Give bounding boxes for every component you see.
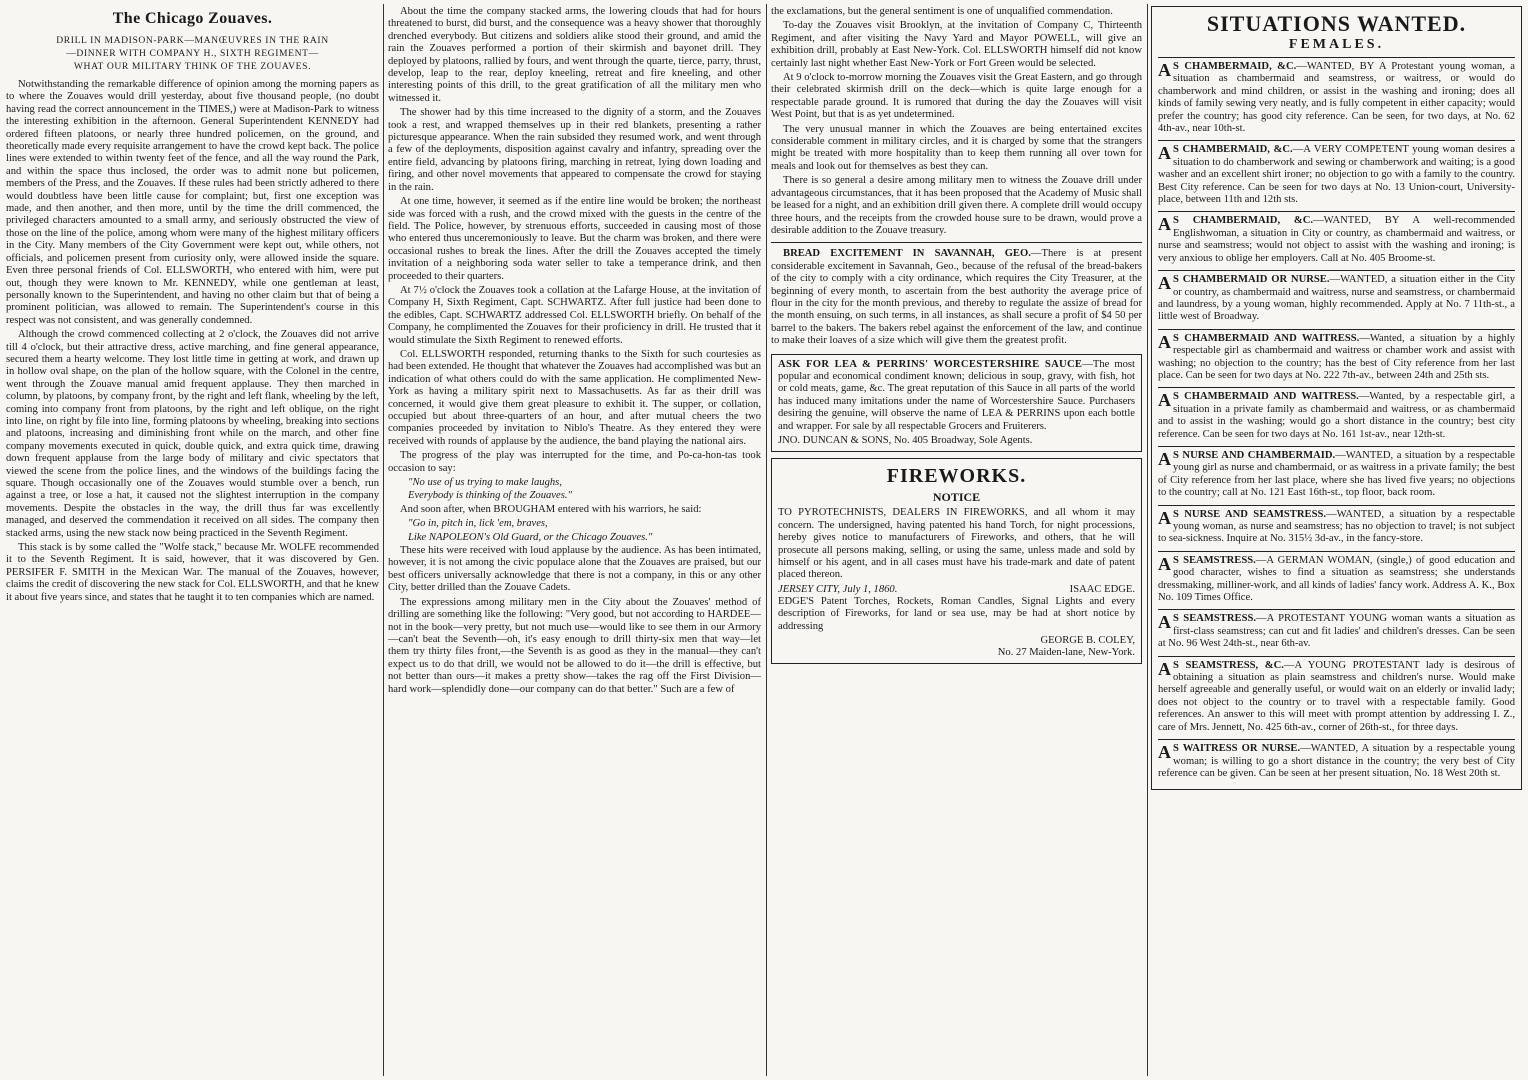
ad-text: —A PROTESTANT YOUNG woman wants a situation as first-class seamstress; can cut and fit ladies' and children's dresses. Can be seen at No. 96 West 24th-st., near 6th-av.	[1158, 613, 1515, 650]
fireworks-title: FIREWORKS.	[886, 465, 1027, 488]
drop-cap: A	[1158, 214, 1171, 235]
ad-body	[1158, 215, 1515, 265]
column-rule	[1147, 4, 1148, 1076]
column-4	[1151, 6, 1522, 1072]
lea-agent: JNO. DUNCAN & SONS, No. 405 Broadway, Sole Agents.	[778, 435, 1033, 446]
ad-text: —WANTED, A situation by a respectable young woman; is willing to go a short distance in the country; the very best of City reference can be given. Can be seen at her present situation, No. 18 West 20th st.	[1158, 743, 1515, 779]
ad-lead: S WAITRESS OR NURSE.	[1173, 743, 1301, 755]
paragraph: To-day the Zouaves visit Brooklyn, at the invitation of Company C, Thirteenth Regiment, and after visiting the Navy Yard and Mayor POWELL, will give an exhibition drill, probably at East New-York. Col. ELLSWORTH himself did not know certainly last night whether East New-York or Fort Green would be selected.	[771, 20, 1142, 69]
verse-line: Everybody is thinking of the Zouaves."	[408, 490, 572, 502]
classified-ad	[1158, 739, 1515, 785]
fireworks-date: JERSEY CITY, July 1, 1860.	[778, 583, 898, 595]
ad-lead: S SEAMSTRESS.	[1173, 554, 1256, 566]
paragraph: This stack is by some called the "Wolfe stack," because Mr. WOLFE recommended it to the Seventh Regiment. It is said, however, that it was discovered by Gen. PERSIFER F. SMITH in the Mexican War. The manual of the Zouaves, however, claims the credit of discovering the new stack for Col. ELLSWORTH, and that he knew it about five years since, and states that he taught it to ten companies which are named.	[6, 542, 379, 603]
ad-lead: S CHAMBERMAID, &C.	[1173, 144, 1293, 156]
drop-cap: A	[1158, 742, 1171, 763]
lea-text: —The most popular and economical condiment known; delicious in soup, gravy, with fish, hot or cold meats, game, &c. The great reputation of this Sauce in all parts of the world has induced many imitations under the name of Worcestershire Sauce. Purchasers desiring the genuine, will observe the name of LEA & PERRINS upon each bottle and wrapper. For sale by all respectable Grocers and Fruiterers.	[778, 358, 1135, 432]
drop-cap: A	[1158, 507, 1171, 528]
paragraph: At 7½ o'clock the Zouaves took a collation at the Lafarge House, at the invitation of Company H, Sixth Regiment, Capt. SCHWARTZ. After full justice had been done to the edibles, Capt. SCHWARTZ addressed Col. ELLSWORTH briefly. On behalf of the Company, he complimented the Zouaves for their proficiency in drill. He trusted that it would stimulate the Sixth Regiment to renewed efforts.	[388, 284, 761, 346]
ad-text: —WANTED, a situation either in the City or country, as chambermaid and waitress, nurse and seamstress, or chambermaid and laundress, by a young woman, highly recommended. Apply at No. 7 11th-st., a little west of Broadway.	[1158, 274, 1516, 323]
fireworks-notice: NOTICE	[932, 490, 981, 505]
drop-cap: A	[1158, 390, 1171, 411]
paragraph: The progress of the play was interrupted for the time, and Po-ca-hon-tas took occasion to say:	[388, 450, 761, 474]
verse-line: "No use of us trying to make laughs,	[408, 477, 562, 489]
paragraph: Notwithstanding the remarkable difference of opinion among the morning papers as to where the Zouaves would drill yesterday, about five thousand people, (no doubt having read the correct announcement in the TIMES,) were at Madison-Park to witness the interesting exhibition in the afternoon. General Superintendent KENNEDY had ordered fifteen platoons, or nearly three hundred policemen, on the ground, and theoretically made every requisite arrangement to have the crowd kept back. The police lines were extended to within twenty feet of the fence, and all the way round the Park, and within the space thus inclosed, the order was to admit none but policemen, members of the Press, and the Zouaves. If these rules had been strictly adhered to there would doubtless have been little cause for complaint; but, first one exception was made, and then another, and then more, until by the time the drill commenced, the privileged characters amounted to a small army, and seriously obstructed the view of those on the line of the police, among whom were many of the highest military officers in the City. Many members of the City Government were kept out, while others, not officials, and policemen present from curiosity only, were allowed inside the square. Even three personal friends of Col. ELLSWORTH, who entered with him, were put out, though they were known to Mr. KENNEDY, while one gentleman at least, personally known to the Superintendent, and having no other claim but that of being a prominent politician, was allowed to remain. The Superintendent's course in this respect was not consistent, and was generally condemned.	[6, 79, 379, 326]
drop-cap: A	[1158, 60, 1171, 80]
ad-body	[1158, 555, 1515, 605]
ads-list	[1158, 57, 1515, 785]
paragraph: The shower had by this time increased to the dignity of a storm, and the Zouaves took a rest, and wrapped themselves up in their red blankets, presenting a rather picturesque appearance. When the rain subsided they resumed work, and went through a few of the deployments, disposition against cavalry and infantry, spreading over the entire field, advancing by platoons firing, marching in retreat, lying down loading and firing, and other novel movements that appeared to compensate the crowd for staying in the rain.	[388, 107, 761, 193]
fireworks-signature	[778, 584, 1135, 595]
column-1	[6, 6, 379, 1072]
paragraph: And soon after, when BROUGHAM entered with his warriors, he said:	[400, 503, 702, 515]
ad-text: —WANTED, BY A well-recommended Englishwoman, a situation in City or country, as chambermaid and waitress, or nurse and seamstress; would not object to assist with the washing and ironing; is very anxious to oblige her employers. Call at No. 405 Broome-st.	[1158, 215, 1515, 264]
ad-lead: S CHAMBERMAID AND WAITRESS.	[1173, 391, 1359, 403]
situations-title: SITUATIONS WANTED.	[1206, 11, 1467, 36]
article-title: The Chicago Zouaves.	[112, 10, 273, 27]
paragraph: These hits were received with loud applause by the audience. As has been intimated, however, it is not among the civic populace alone that the Zouaves are praised, but our best officers universally acknowledge that there is not a company, in this or any other City, better drilled than the Zouave Cadets.	[388, 545, 761, 594]
fireworks-text2: EDGE'S Patent Torches, Rockets, Roman Candles, Signal Lights and every description of Fireworks, for land or sea use, may be had at short notice by addressing	[778, 595, 1135, 632]
ad-body	[1158, 743, 1515, 780]
bread-item	[771, 248, 1142, 347]
column-rule	[383, 4, 384, 1076]
ad-text: —WANTED, BY A Protestant young woman, a situation as chambermaid and seamstress, or waitress, or would do chamberwork and mind children, or assist in the washing and ironing; does all kinds of family sewing very neatly, and is fully competent in either capacity; would prefer the country; has good city reference. Can be seen, for two days, at No. 62 4th-av., near 10th-st.	[1158, 61, 1515, 135]
classified-ad	[1158, 446, 1515, 505]
column-3	[771, 6, 1142, 1072]
ad-body	[1158, 61, 1515, 135]
classified-ad	[1158, 505, 1515, 551]
paragraph: the exclamations, but the general sentiment is one of unqualified commendation.	[771, 6, 1113, 17]
paragraph: There is so general a desire among military men to witness the Zouave drill under advantageous circumstances, that it has been proposed that the Academy of Music shall be leased for a night, and an exhibition drill given there. A complete drill would occupy three hours, and the receipts from the crowded house sure to be drawn, would prove a desirable addition to the Zouave treasury.	[771, 175, 1142, 236]
fireworks-signer: ISAAC EDGE.	[1069, 583, 1135, 595]
article-deck	[12, 34, 373, 73]
fireworks-text: TO PYROTECHNISTS, DEALERS IN FIREWORKS, and all whom it may concern. The undersigned, having patented his hand Torch, for night processions, hereby gives notice to manufacturers of Fireworks, and others, that he will prosecute all persons making, selling, or using the same, unless made and sold by himself or his agent, and in all cases must have his trade-mark and date of patent placed thereon.	[778, 507, 1135, 581]
classified-ad	[1158, 140, 1515, 211]
paragraph: Although the crowd commenced collecting at 2 o'clock, the Zouaves did not arrive till 4 o'clock, but their attractive dress, active marching, and fine general appearance, secured them a hearty welcome. They lost little time in getting at work, and drawn up in hollow oval shape, on the plan of the hollow square, with the Colonel in the centre, went through the Zouave manual amid frequent applause. They then marched in column, by platoons, by company front, by the right and left flank, wheeling by the left, coming into company front from platoons, by the right and left oblique, on the right into line, on right by file into line, forming platoons by wheeling, breaking into sections and platoons, increasing and diminishing front while on the march, and other fine company movements executed in quick, double quick, and extra quick time, drawing down frequent applause from the large body of military and civic spectators that viewed the scene from the police lines, and the windows of the buildings facing the square. Though occasionally one of the Zouaves would stumble over a bench, run against a tree, or lose a hat, it caused not the slightest interruption in the company movements. Despite the obstacles in the way, the drill thus far was excellently managed, and deserved the commendation it received on all sides. The company then stacked arms, using the new stack now being practiced in the Seventh Regiment.	[6, 329, 379, 539]
paragraph: At 9 o'clock to-morrow morning the Zouaves visit the Great Eastern, and go through their celebrated skirmish drill on the deck—which is quite large enough for a respectable parade ground. It is rumored that during the day the Zouaves will visit West Point, but that is as yet undetermined.	[771, 72, 1142, 121]
lea-perrins-ad	[771, 354, 1142, 453]
ad-lead: S NURSE AND SEAMSTRESS.	[1173, 508, 1327, 520]
deck-line: DRILL IN MADISON-PARK—MANŒUVRES IN THE RAIN	[56, 35, 329, 46]
ad-lead: S NURSE AND CHAMBERMAID.	[1173, 449, 1336, 461]
ad-body	[1158, 509, 1515, 546]
ad-body	[1158, 333, 1515, 383]
ad-body	[1158, 613, 1515, 650]
ad-lead: S CHAMBERMAID OR NURSE.	[1173, 274, 1330, 286]
lea-body	[778, 359, 1135, 433]
paragraph: The very unusual manner in which the Zouaves are being entertained excites considerable comment in military circles, and it is charged by some that the strangers might be treated with more hospitality than to keep them running all over town for meals and look out for themselves as best they can.	[771, 123, 1142, 172]
ad-body	[1158, 450, 1515, 500]
classified-ad	[1158, 270, 1515, 329]
bread-head: BREAD EXCITEMENT IN SAVANNAH, GEO.	[783, 248, 1031, 260]
ad-text: —A VERY COMPETENT young woman desires a situation to do chamberwork and sewing or chamberwork and waiting; is a good washer and an excellent shirt ironer; no objection to go with a family to the country. Best City reference. Can be seen for two days at No. 13 Union-court, University-place, between 11th and 12th sts.	[1158, 144, 1515, 206]
classified-ad	[1158, 329, 1515, 388]
ad-text: —A GERMAN WOMAN, (single,) of good education and good character, wishes to find a situation as seamstress; she understands dressmaking, milliner-work, and all kinds of ladies' fancy work. Address A. K., Box No. 109 Times Office.	[1158, 554, 1515, 604]
drop-cap: A	[1158, 273, 1171, 294]
paragraph: The expressions among military men in the City about the Zouaves' method of drilling are something like the following: "Very good, but not according to HARDEE—not in the book—very pretty, but not much use—would like to see them in our Armory—can't beat the Seventh—oh, it's easy enough to drill thirty-six men that way—let them try thirty files front,—the Seventh is as good as they in the manual—they can't expect us to do that drill, we would not be allowed to do it—the drill is effective, but not better than ours—it makes a pretty show—takes the rag off the First Division—hard work—splendidly done—our company can do that better." Such are a few of	[388, 596, 761, 695]
ad-lead: S CHAMBERMAID, &C.	[1173, 61, 1297, 72]
drop-cap: A	[1158, 612, 1171, 633]
verse-line: "Go in, pitch in, lick 'em, braves,	[408, 518, 548, 530]
ad-lead: S CHAMBERMAID AND WAITRESS.	[1173, 332, 1360, 344]
ad-body	[1158, 391, 1515, 441]
paragraph: Col. ELLSWORTH responded, returning thanks to the Sixth for such courtesies as had been extended. He thought that whatever the Zouaves had accomplished was but an indication of what others could do with the same application. He complimented New-York as having a military spirit next to Massachusetts. As far as their drill was concerned, it would give them great pleasure to exhibit it. The supper, or collation, occupied but about three-quarters of an hour, and after mutual cheers the two companies proceeded by invitation to Niblo's Theatre. As they entered they were received with rounds of applause by the audience, the band playing the national airs.	[388, 348, 761, 447]
ad-lead: S SEAMSTRESS, &C.	[1173, 659, 1284, 671]
lea-head: ASK FOR LEA & PERRINS' WORCESTERSHIRE SAUCE	[778, 358, 1083, 370]
fireworks-address: No. 27 Maiden-lane, New-York.	[997, 647, 1135, 659]
ad-text: —WANTED, a situation by a respectable young girl as nurse and chambermaid, or as waitress in a private family; the best of City reference from her last place, where she has lived five years; no objections to the country; call at No. 121 East 16th-st., top floor, back room.	[1158, 449, 1515, 499]
drop-cap: A	[1158, 448, 1171, 469]
situations-subtitle: FEMALES.	[1288, 37, 1385, 52]
ad-body	[1158, 274, 1515, 324]
ad-body	[1158, 660, 1515, 734]
ad-lead: S SEAMSTRESS.	[1173, 613, 1257, 625]
fireworks-agent: GEORGE B. COLEY,	[1040, 635, 1135, 647]
ad-text: —Wanted, by a respectable girl, a situation in a private family as chambermaid and waitress, or as chambermaid and to assist in the washing; would go a short distance in the country; best city reference. Can be seen for two days at No. 161 1st-av., near 12th-st.	[1158, 391, 1515, 440]
drop-cap: A	[1158, 658, 1171, 679]
paragraph: About the time the company stacked arms, the lowering clouds that had for hours threatened to burst, did burst, and the consequence was a heavy shower that thoroughly drenched everybody. But citizens and soldiers alike stood their ground, and amid the rain the Zouaves performed a portion of their skirmish and bayonet drill. They deployed by platoons, rallied by fours, and went through the quarte, tierce, parry, thrust, develop, leap to the rear, deploy kneeling, retreat and fire kneeling, and other interesting points of this drill, to the great gratification of all the military men who witnessed it.	[388, 6, 761, 104]
classified-ad	[1158, 551, 1515, 610]
ad-body	[1158, 144, 1515, 206]
column-2	[388, 6, 761, 1072]
classified-ad	[1158, 387, 1515, 446]
fireworks-ad	[771, 458, 1142, 664]
drop-cap: A	[1158, 143, 1171, 164]
drop-cap: A	[1158, 553, 1171, 574]
ad-text: —Wanted, a situation by a highly respectable girl as chambermaid and waitress or chamber work and assist with washing; no objection to the country; has the best of City reference from her last place. Can be seen for two days at No. 222 7th-av., between 24th and 25th sts.	[1158, 332, 1515, 381]
paragraph: At one time, however, it seemed as if the entire line would be broken; the northeast side was forced with a rush, and the crowd mixed with the guests in the centre of the field. The Police, however, by strenuous efforts, succeeded in causing most of those who entered thus unceremoniously to leave. But the charm was broken, and there were occasional rushes to break the lines. After the drill the Zouaves accepted the timely invitation of a neighboring soda water seller to take a temperance drink, and then proceeded to their quarters.	[388, 196, 761, 282]
ad-lead: S CHAMBERMAID, &C.	[1173, 215, 1314, 227]
divider	[771, 242, 1142, 243]
deck-line: —DINNER WITH COMPANY H., SIXTH REGIMENT—	[66, 48, 319, 59]
bread-text: —There is at present considerable excitement in Savannah, Geo., because of the refusal of the bread-bakers of the city to comply with a city ordinance, which requires the City Treasurer, at the beginning of every month, to ascertain from the best authority the average price of flour in the city for the month previous, and thereby to regulate the assize of bread for the month ensuing, on such terms, in all instances, as shall secure a profit of $4 50 per barrel to the bakers. The bakers rebel against the enforcement of the law, and continue to make their loaves of a size which will give them the greatest profit.	[771, 248, 1142, 347]
classified-ad	[1158, 656, 1515, 739]
ad-text: —WANTED, a situation by a respectable young woman, as nurse and seamstress; has no objection to travel; is not subject to sea-sickness. Inquire at No. 315½ 3d-av., in the fancy-store.	[1158, 508, 1515, 545]
drop-cap: A	[1158, 331, 1171, 352]
column-rule	[766, 4, 767, 1076]
classified-ad	[1158, 609, 1515, 655]
ad-text: —A YOUNG PROTESTANT lady is desirous of obtaining a situation as plain seamstress and children's nurse. Would make herself agreeable and generally useful, or would wait on an elderly or invalid lady; does not object to the country or to travel with a respectable family. Good references. An answer to this will meet with prompt attention by addressing I. Z., care of Mrs. Jennett, No. 425 6th-av., corner of 26th-st., for three days.	[1158, 659, 1516, 733]
verse-line: Like NAPOLEON's Old Guard, or the Chicago Zouaves."	[408, 531, 653, 543]
deck-line: WHAT OUR MILITARY THINK OF THE ZOUAVES.	[73, 61, 312, 72]
situations-wanted	[1151, 6, 1522, 790]
classified-ad	[1158, 57, 1515, 140]
classified-ad	[1158, 211, 1515, 270]
